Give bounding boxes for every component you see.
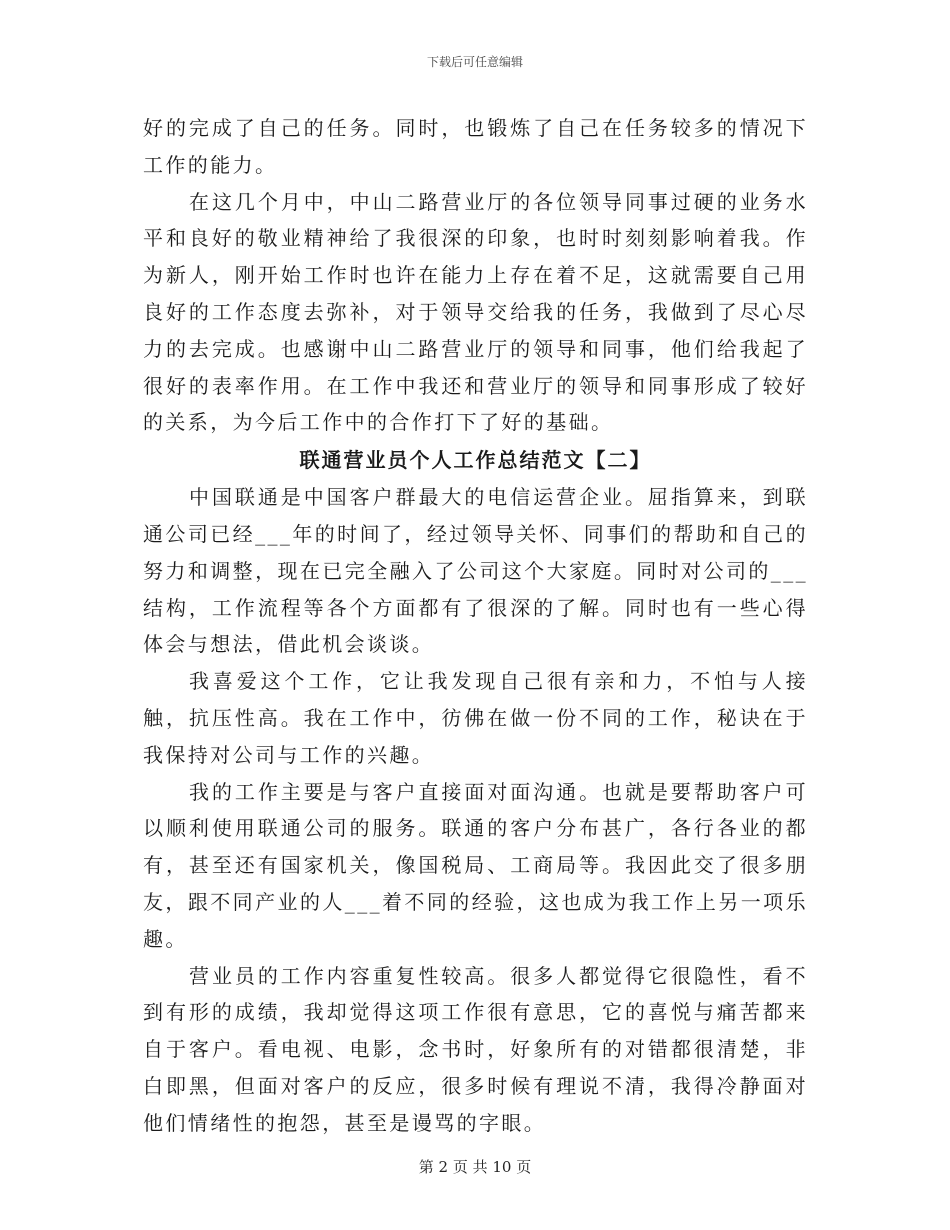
paragraph-continued: 好的完成了自己的任务。同时，也锻炼了自己在任务较多的情况下工作的能力。: [143, 116, 808, 177]
paragraph: 营业员的工作内容重复性较高。很多人都觉得它很隐性，看不到有形的成绩，我却觉得这项工作很有意思，它的喜悦与痛苦都来自于客户。看电视、电影，念书时，好象所有的对错都很清楚，非白即黑，但面对客户的反应，很多时候有理说不清，我得冷静面对他们情绪性的抱怨，甚至是谩骂的字眼。: [143, 963, 808, 1135]
page-header: 下载后可任意编辑: [426, 55, 523, 69]
paragraph: 中国联通是中国客户群最大的电信运营企业。屈指算来，到联通公司已经___年的时间了，经过领导关怀、同事们的帮助和自己的努力和调整，现在已完全融入了公司这个大家庭。同时对公司的___结构，工作流程等各个方面都有了很深的了解。同时也有一些心得体会与想法，借此机会谈谈。: [143, 485, 808, 657]
section-title: 联通营业员个人工作总结范文【二】: [299, 448, 652, 473]
document-body: [143, 110, 808, 1142]
paragraph: 我喜爱这个工作，它让我发现自己很有亲和力，不怕与人接触，抗压性高。我在工作中，彷佛在做一份不同的工作，秘诀在于我保持对公司与工作的兴趣。: [143, 669, 808, 767]
page-footer: 第 2 页 共 10 页: [418, 1158, 532, 1176]
paragraph: 在这几个月中，中山二路营业厅的各位领导同事过硬的业务水平和良好的敬业精神给了我很深的印象，也时时刻刻影响着我。作为新人，刚开始工作时也许在能力上存在着不足，这就需要自己用良好的工作态度去弥补，对于领导交给我的任务，我做到了尽心尽力的去完成。也感谢中山二路营业厅的领导和同事，他们给我起了很好的表率作用。在工作中我还和营业厅的领导和同事形成了较好的关系，为今后工作中的合作打下了好的基础。: [143, 189, 808, 435]
paragraph: 我的工作主要是与客户直接面对面沟通。也就是要帮助客户可以顺利使用联通公司的服务。联通的客户分布甚广，各行各业的都有，甚至还有国家机关，像国税局、工商局等。我因此交了很多朋友，跟不同产业的人___着不同的经验，这也成为我工作上另一项乐趣。: [143, 779, 808, 951]
